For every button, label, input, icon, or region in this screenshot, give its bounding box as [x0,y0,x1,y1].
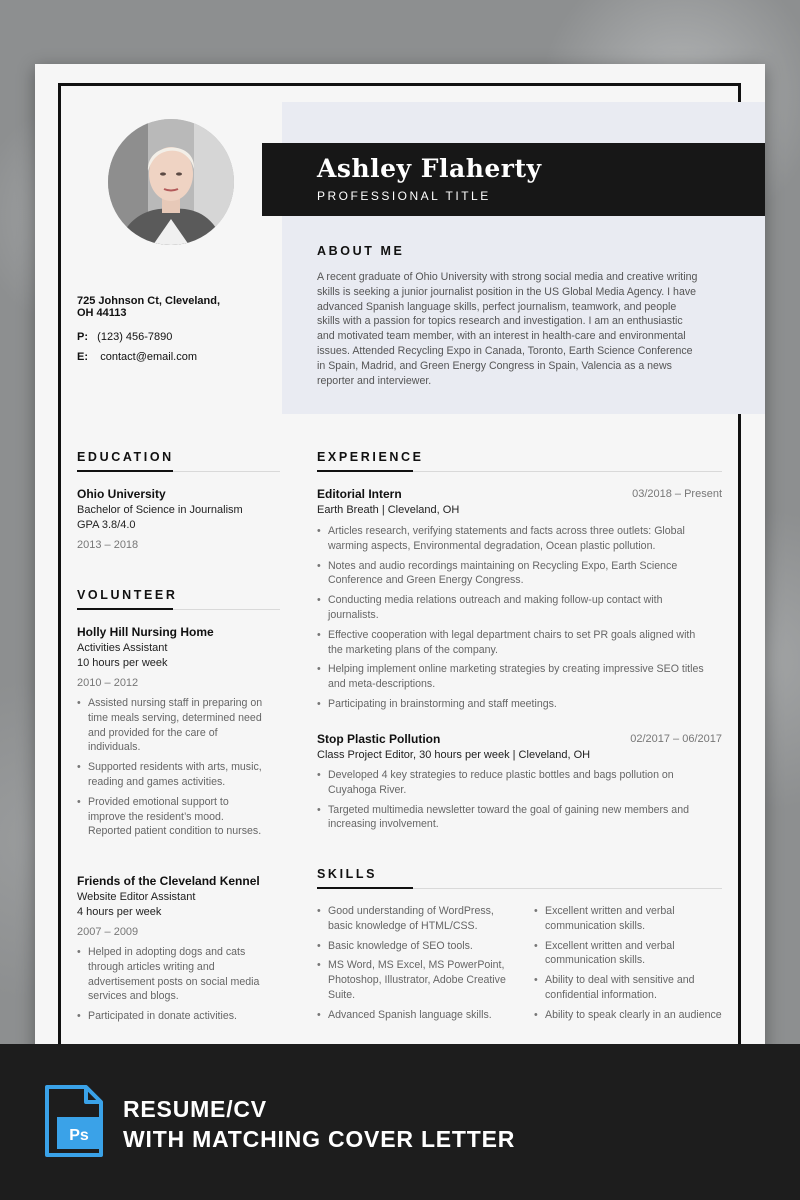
phone [77,331,172,343]
list-item: • MS Word, MS Excel, MS PowerPoint, Photoshop, Illustrator, Adobe Creative Suite. [317,958,517,1002]
experience-rule [317,471,722,472]
footer-line2: WITH MATCHING COVER LETTER [123,1126,516,1152]
professional-title: PROFESSIONAL TITLE [317,189,491,203]
volunteer-bullets [77,945,265,1029]
job-bullets [317,524,712,717]
ps-icon-label: Ps [69,1127,89,1144]
name-banner [262,143,765,216]
list-item: • Assisted nursing staff in preparing on time meals serving, determined need and provided for the care of individuals. [77,696,265,755]
job-title: Stop Plastic Pollution [317,732,441,746]
list-item: • Helping implement online marketing strategies by creating impressive SEO titles and meta-descriptions. [317,662,712,692]
list-item: • Excellent written and verbal communication skills. [534,904,724,934]
list-item: • Articles research, verifying statements and facts across three outlets: Global warming aspects, Environmental degradation, Ocean plastic pollution. [317,524,712,554]
skills-left [317,904,517,1028]
job-bullets [317,768,712,837]
list-item: • Targeted multimedia newsletter toward the goal of gaining new members and increasing involvement. [317,803,712,833]
education-heading: EDUCATION [77,450,174,464]
email-label: E: [77,351,88,363]
job-dates: 03/2018 – Present [632,488,722,500]
profile-photo-image [108,119,234,245]
address-line2: OH 44113 [77,307,127,319]
list-item: • Participated in donate activities. [77,1009,265,1024]
list-item: • Provided emotional support to improve the resident’s mood. Reported patient condition to nurses. [77,795,265,839]
about-text: A recent graduate of Ohio University with strong social media and creative writing skills is seeking a junior journalist position in the US Global Media Agency. I have advanced Spanish language skills, perfect journalism, teamwork, and people skills with a passion for topics research and investigation. I am an enthusiastic and motivated team member, with an interest in health-care and environmental issues. Attended Recycling Expo in Canada, Toronto, Earth Science Conference in Spain, Madrid, and Green Energy Congress in Spain, Valencia as a news reporter and interviewer. [317,271,698,387]
list-item: • Excellent written and verbal communication skills. [534,939,724,969]
list-item: • Notes and audio recordings maintaining on Recycling Expo, Earth Science Conference and Green Energy Congress. [317,559,712,589]
phone-value: (123) 456-7890 [97,331,173,343]
volunteer-rule [77,609,280,610]
list-item: • Effective cooperation with legal department chairs to set PR goals aligned with the marketing plans of the company. [317,628,712,658]
job-company: Earth Breath | Cleveland, OH [317,504,460,516]
experience-heading: EXPERIENCE [317,450,424,464]
list-item: • Helped in adopting dogs and cats through articles writing and advertisement posts on social media services and blogs. [77,945,265,1004]
volunteer-org: Holly Hill Nursing Home [77,625,214,639]
volunteer-hours: 4 hours per week [77,906,162,918]
list-item: • Supported residents with arts, music, reading and games activities. [77,760,265,790]
volunteer-dates: 2010 – 2012 [77,677,139,689]
candidate-name: Ashley Flaherty [317,154,542,183]
education-gpa: GPA 3.8/4.0 [77,519,136,531]
job-title: Editorial Intern [317,487,402,501]
list-item: • Basic knowledge of SEO tools. [317,939,517,954]
address [77,295,220,319]
list-item: • Good understanding of WordPress, basic knowledge of HTML/CSS. [317,904,517,934]
list-item: • Participating in brainstorming and staff meetings. [317,697,712,712]
phone-label: P: [77,331,88,343]
education-dates: 2013 – 2018 [77,539,139,551]
job-dates: 02/2017 – 06/2017 [630,733,722,745]
job-company: Class Project Editor, 30 hours per week | Cleveland, OH [317,749,591,761]
skills-rule [317,888,722,889]
volunteer-bullets [77,696,265,844]
footer-line1: RESUME/CV [123,1096,267,1122]
list-item: • Conducting media relations outreach and making follow-up contact with journalists. [317,593,712,623]
list-item: • Ability to speak clearly in an audience [534,1008,724,1023]
volunteer-hours: 10 hours per week [77,657,168,669]
education-rule [77,471,280,472]
list-item: • Developed 4 key strategies to reduce plastic bottles and bags pollution on Cuyahoga River. [317,768,712,798]
volunteer-role: Website Editor Assistant [77,891,196,903]
address-line1: 725 Johnson Ct, Cleveland, [77,295,221,307]
volunteer-heading: VOLUNTEER [77,588,178,602]
email [77,351,197,363]
email-value: contact@email.com [100,351,197,363]
about-heading: ABOUT ME [317,244,405,258]
resume-sheet [35,64,765,1054]
list-item: • Advanced Spanish language skills. [317,1008,517,1023]
skills-right [534,904,724,1028]
photoshop-file-icon [44,1084,104,1158]
profile-photo [108,119,234,245]
education-degree: Bachelor of Science in Journalism [77,504,243,516]
promo-footer [0,1044,800,1200]
skills-heading: SKILLS [317,867,378,881]
list-item: • Ability to deal with sensitive and confidential information. [534,973,724,1003]
education-school: Ohio University [77,487,166,501]
volunteer-org: Friends of the Cleveland Kennel [77,874,260,888]
volunteer-role: Activities Assistant [77,642,168,654]
volunteer-dates: 2007 – 2009 [77,926,139,938]
